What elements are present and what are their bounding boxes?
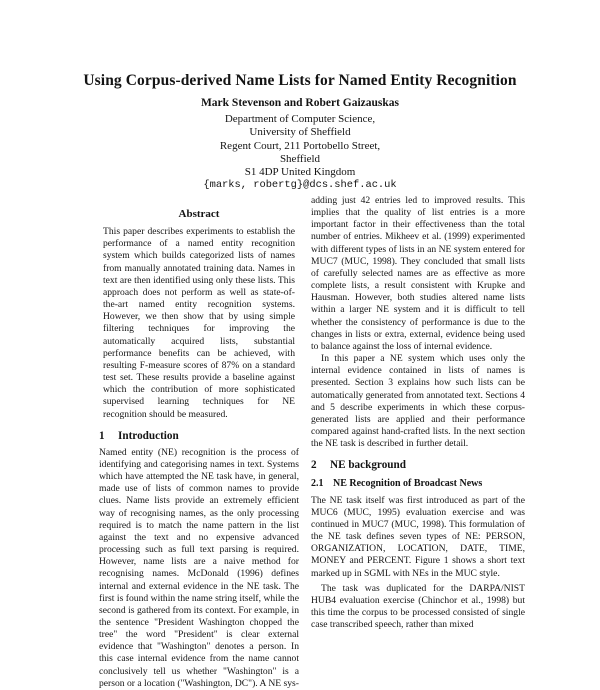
section-number: 2 [311,459,317,472]
section-1-heading [99,430,299,442]
author-email: {marks, robertg}@dcs.shef.ac.uk [203,179,397,192]
affiliation-line: Regent Court, 211 Portobello Street, [219,139,381,152]
paper-title: Using Corpus-derived Name Lists for Named Entity Recognition [83,72,517,89]
section-title: Introduction [118,429,179,442]
paper-authors: Mark Stevenson and Robert Gaizauskas [200,97,400,109]
body-paragraph: In this paper a NE system which uses only the internal evidence contained in lists of names is presented. Section 3 explains how such lists can be automatically generated from annotated text. Sections 4 and 5 describe experiments in which these corpus-generated lists are applied and their performance compared against hand-crafted lists. In the next section the NE task is described in further detail. [311,353,525,450]
affiliation-block [0,113,600,193]
section-2-heading [311,459,525,471]
introduction-text: Named entity (NE) recognition is the process of identifying and categorising names in text. Systems which have attempted the NE task have, in general, made use of lists of common names to provide clues. Name lists provide an extremely efficient way of recognising names, as the only processing required is to match the name pattern in the list against the text and no expensive advanced processing such as full text parsing is required. However, name lists are a naive method for recognising names. McDonald (1996) defines internal and external evidence in the NE task. The first is found within the name string itself, while the second is gathered from its context. For example, in the sentence "President Washington chopped the tree" the word "President" is clear external evidence that "Washington" denotes a person. In this case internal evidence from the name cannot conclusively tell us whether "Washington" is a person or a location ("Washington, DC"). A NE sys- [99,446,299,689]
affiliation-line: Sheffield [279,152,321,165]
section-title: NE background [330,459,406,472]
body-paragraph: The task was duplicated for the DARPA/NIST HUB4 evaluation exercise (Chinchor et al., 1998) but this time the corpus to be processed consisted of single case transcribed speech, rather than mixed [311,582,525,631]
affiliation-line: University of Sheffield [249,126,351,139]
body-paragraph: The NE task itself was first introduced as part of the MUC6 (MUC, 1995) evaluation exercise and was continued in MUC7 (MUC, 1998). This formulation of the NE task defines seven types of NE: PERSON, ORGANIZATION, LOCATION, DATE, TIME, MONEY and PERCENT. Figure 1 shows a short text marked up in SGML with NEs in the MUC style. [311,494,525,579]
section-number: 1 [99,429,105,442]
abstract-heading: Abstract [178,208,220,220]
right-column [311,195,525,631]
body-paragraph: adding just 42 entries led to improved results. This implies that the quality of list entries is a more important factor in their effectiveness than the total number of entries. Mikheev et al. (1999) experimented with different types of lists in an NE system entered for MUC7 (MUC, 1998). They concluded that small lists of carefully selected names are as effective as more complete lists, a result consistent with Krupke and Hausman. However, both studies altered name lists within a larger NE system and it is difficult to tell whether the consistency of performance is due to the changes in lists or extra, external, evidence being used to balance against the loss of internal evidence. [311,195,525,352]
subsection-title: NE Recognition of Broadcast News [333,478,483,490]
left-column [99,208,299,690]
affiliation-line: S1 4DP United Kingdom [244,166,356,179]
affiliation-line: Department of Computer Science, [224,113,376,125]
abstract-text: This paper describes experiments to establish the performance of a named entity recognition system which builds categorized lists of names from manually annotated training data. Names in text are then identified using only these lists. This approach does not perform as well as state-of-the-art named entity recognition systems. However, we then show that by using simple filtering techniques for improving the automatically acquired lists, substantial performance benefits can be achieved, with resulting F-measure scores of 87% on a standard test set. These results provide a baseline against which the contribution of more sophisticated supervised learning techniques for NE recognition should be measured. [103,226,295,420]
subsection-2-1-heading [311,478,525,490]
subsection-number: 2.1 [311,478,324,490]
